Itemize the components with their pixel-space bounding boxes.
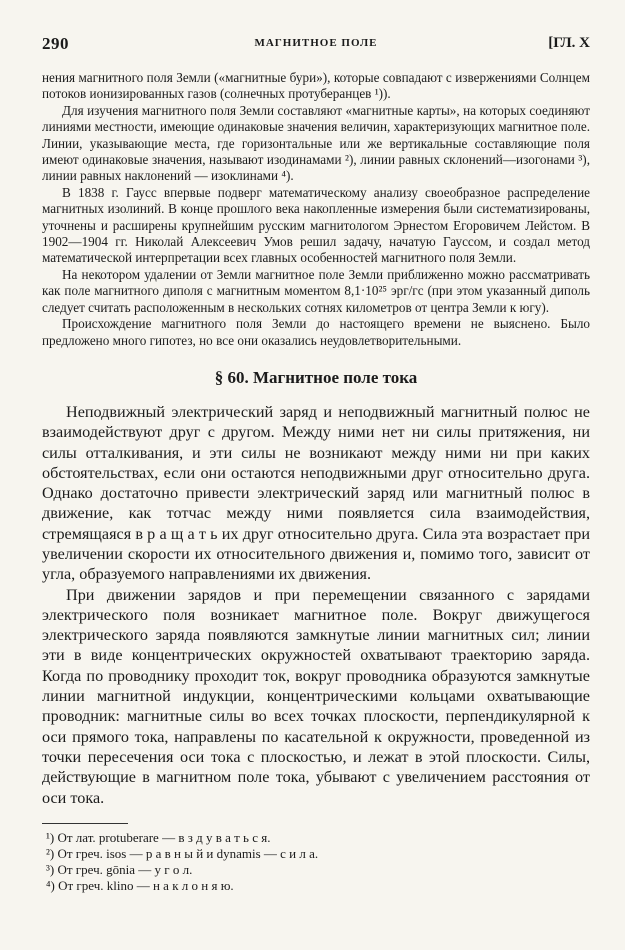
footnote-divider: [42, 823, 128, 824]
main-text: [42, 402, 590, 808]
running-title: МАГНИТНОЕ ПОЛЕ: [254, 37, 378, 49]
footnote-4: ⁴) От греч. klino — н а к л о н я ю.: [46, 878, 234, 894]
intro-paragraph-4: На некотором удалении от Земли магнитное поле Земли приближенно можно рассматривать как поле магнитного диполя с магнитным моментом 8,1·10²⁵ эрг/гс (при этом указанный диполь следует считать расположенным в нескольких сотнях километров от центра Земли к югу).: [42, 266, 590, 315]
page-header: [42, 34, 590, 56]
intro-paragraph-2: Для изучения магнитного поля Земли составляют «магнитные карты», на которых соединяют линиями местности, имеющие одинаковые значения величин, характеризующих магнитное поле. Линии, указывающие места, где горизонтальные или же вертикальные составляющие поля имеют одинаковые значения, называют изодинамами ²), линии равных склонений—изогонами ³), линии равных наклонений — изоклинами ⁴).: [42, 102, 590, 184]
intro-text: [42, 70, 590, 349]
page-number: 290: [42, 34, 69, 53]
section-heading: § 60. Магнитное поле тока: [214, 367, 418, 387]
footnotes: [42, 830, 590, 895]
intro-paragraph-1: нения магнитного поля Земли («магнитные бури»), которые совпадают с извержениями Солнцем потоков ионизированных газов (солнечных протуберанцев ¹)).: [42, 70, 590, 102]
main-paragraph-2: При движении зарядов и при перемещении связанного с зарядами электрического поля возникает магнитное поле. Вокруг движущегося электрического заряда появляются замкнутые линии магнитных сил; линии эти в виде концентрических окружностей охватывают траекторию заряда. Когда по проводнику проходит ток, вокруг проводника образуются замкнутые линии магнитной индукции, концентрическими кольцами охватывающие проводник: магнитные силы во всех точках плоскости, перпендикулярной к оси прямого тока, направлены по касательной к окружности, проведенной из точки пересечения оси тока с плоскостью, и лежат в этой плоскости. Силы, действующие в магнитном поле тока, убывают с увеличением расстояния от оси тока.: [42, 585, 590, 807]
footnote-2: ²) От греч. isos — р а в н ы й и dynamis — с и л а.: [46, 846, 319, 862]
intro-paragraph-5: Происхождение магнитного поля Земли до настоящего времени не выяснено. Было предложено много гипотез, но все они оказались неудовлетворительными.: [42, 316, 590, 348]
main-paragraph-1: Неподвижный электрический заряд и неподвижный магнитный полюс не взаимодействуют друг с другом. Между ними нет ни силы притяжения, ни силы отталкивания, и эти силы не возникают между ними ни при каких обстоятельствах, если они остаются неподвижными друг относительно друга. Однако достаточно привести электрический заряд или магнитный полюс в движение, как тотчас между ними появляется сила взаимодействия, стремящаяся в р а щ а т ь их друг относительно друга. Сила эта возрастает при увеличении скорости их относительного движения и, помимо того, зависит от угла, образуемого направлениями их движения.: [42, 402, 590, 584]
intro-paragraph-3: В 1838 г. Гаусс впервые подверг математическому анализу своеобразное распределение магнитных изолиний. В конце прошлого века накопленные измерения были систематизированы, уточнены и расширены крупнейшим русским магнитологом Эрнестом Егоровичем Лейстом. В 1902—1904 гг. Николай Алексеевич Умов решил задачу, начатую Гауссом, и создал метод математической интерпретации всех главных особенностей магнитного поля Земли.: [42, 184, 590, 266]
footnote-1: ¹) От лат. protuberare — в з д у в а т ь с я.: [46, 829, 271, 845]
page: [42, 34, 590, 895]
footnote-3: ³) От греч. gōnia — у г о л.: [46, 862, 193, 878]
chapter-label: [ГЛ. X: [548, 35, 590, 51]
